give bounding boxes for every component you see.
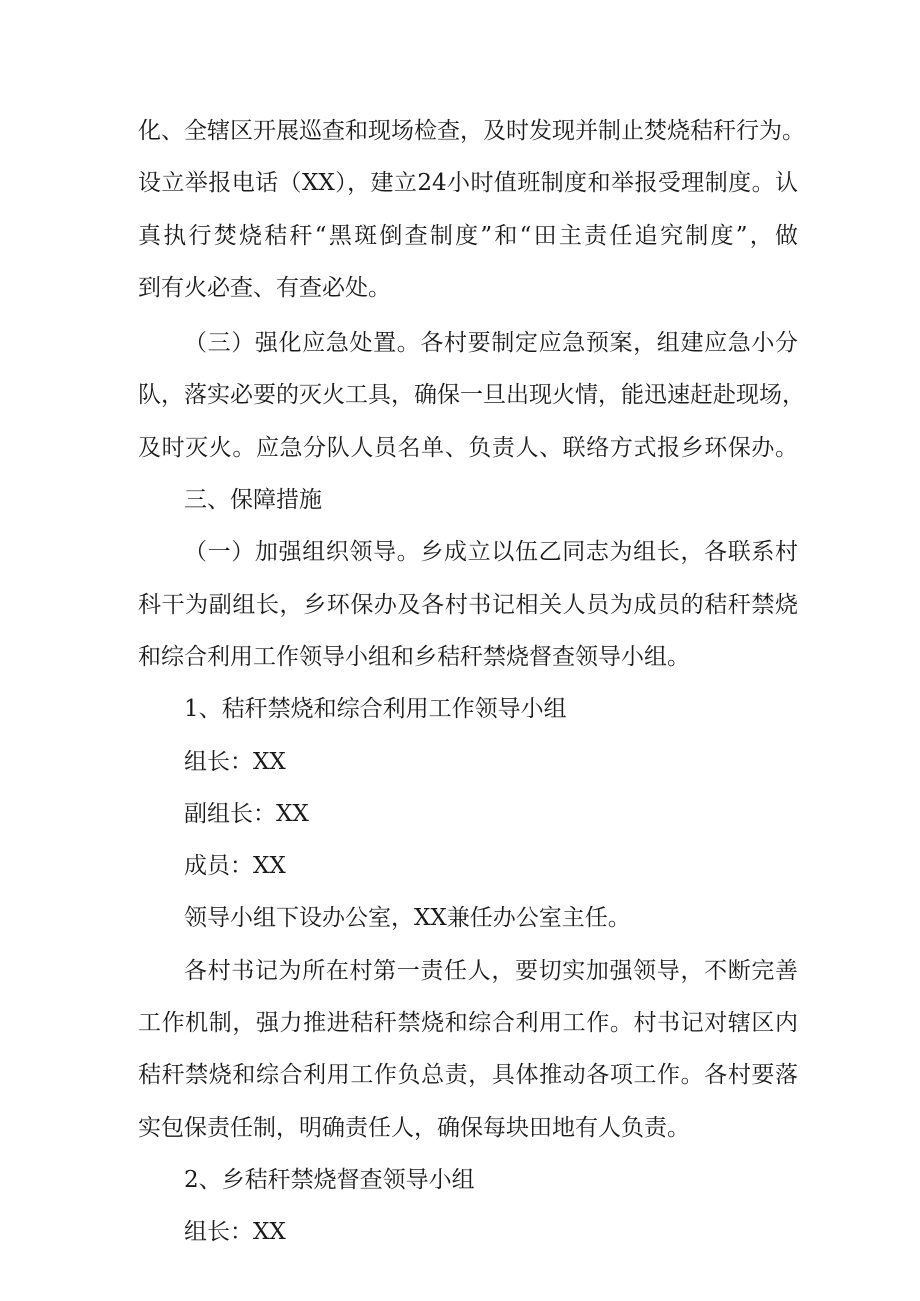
list-item: 组长：XX [184,748,286,775]
paragraph-line: 各村书记为所在村第一责任人，要切实加强领导，不断完善 [184,957,798,984]
paragraph-line: 到有火必查、有查必处。 [138,274,391,301]
paragraph-line: （一）加强组织领导。乡成立以伍乙同志为组长，各联系村 [184,539,798,566]
section-heading: 三、保障措施 [184,487,322,514]
subsection-heading: 1、秸秆禁烧和综合利用工作领导小组 [184,696,567,723]
paragraph-line: 科干为副组长，乡环保办及各村书记相关人员为成员的秸秆禁烧 [138,591,798,618]
paragraph-line: 领导小组下设办公室，XX兼任办公室主任。 [184,905,631,932]
paragraph-line: 真执行焚烧秸秆“黑斑倒查制度”和“田主责任追究制度”，做 [138,222,798,249]
paragraph-line: 及时灭火。应急分队人员名单、负责人、联络方式报乡环保办。 [138,434,798,461]
paragraph-line: （三）强化应急处置。各村要制定应急预案，组建应急小分 [184,330,798,357]
list-item: 副组长：XX [184,800,309,827]
paragraph-line: 队，落实必要的灭火工具，确保一旦出现火情，能迅速赶赴现场， [138,382,805,409]
paragraph-line: 设立举报电话（XX），建立24小时值班制度和举报受理制度。认 [138,170,798,197]
paragraph-line: 秸秆禁烧和综合利用工作负总责，具体推动各项工作。各村要落 [138,1062,798,1089]
list-item: 组长：XX [184,1219,286,1246]
document-body [138,105,805,1259]
paragraph-line: 和综合利用工作领导小组和乡秸秆禁烧督查领导小组。 [138,643,690,670]
list-item: 成员：XX [184,853,286,880]
subsection-heading: 2、乡秸秆禁烧督查领导小组 [184,1166,475,1193]
paragraph-line: 实包保责任制，明确责任人，确保每块田地有人负责。 [138,1114,690,1141]
paragraph-line: 工作机制，强力推进秸秆禁烧和综合利用工作。村书记对辖区内 [138,1010,798,1037]
paragraph-line: 化、全辖区开展巡查和现场检查，及时发现并制止焚烧秸秆行为。 [138,118,805,144]
